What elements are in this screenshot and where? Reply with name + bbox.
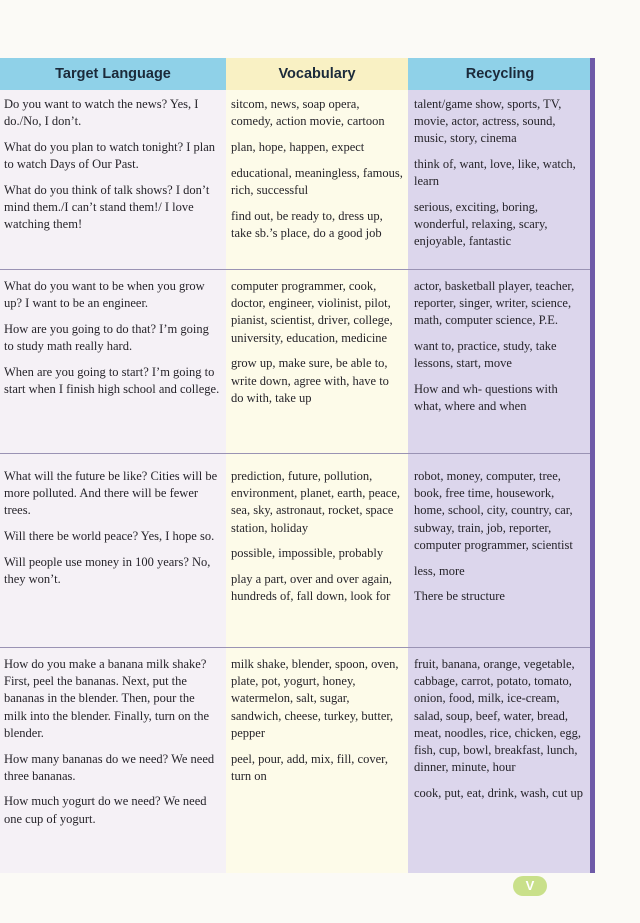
vocab-line: milk shake, blender, spoon, oven, plate, pot, yogurt, honey, watermelon, salt, sugar, sandwich, cheese, turkey, butter, pepper (231, 657, 399, 740)
row-4-vocabulary (231, 656, 403, 793)
vocab-line: peel, pour, add, mix, fill, cover, turn on (231, 751, 388, 783)
header-recycling: Recycling (408, 58, 592, 90)
recycling-line: robot, money, computer, tree, book, free time, housework, home, school, city, country, car, subway, train, job, reporter, computer programmer, scientist (414, 469, 573, 552)
row-2-vocabulary (231, 278, 403, 415)
row-4-recycling (414, 656, 586, 811)
header-vocabulary: Vocabulary (226, 58, 408, 90)
target-line: When are you going to start? I’m going to start when I finish high school and college. (4, 364, 220, 397)
row-4-target-language (4, 656, 220, 836)
recycling-line: want to, practice, study, take lessons, start, move (414, 339, 557, 371)
header-target-language: Target Language (0, 58, 226, 90)
recycling-line: How and wh- questions with what, where and when (414, 382, 558, 414)
vocab-line: grow up, make sure, be able to, write down, agree with, have to do with, take up (231, 356, 389, 405)
row-divider (0, 453, 592, 454)
vocab-line: play a part, over and over again, hundreds of, fall down, look for (231, 572, 393, 604)
target-line: How many bananas do we need? We need three bananas. (4, 751, 215, 783)
row-3-recycling (414, 468, 586, 614)
recycling-line: think of, want, love, like, watch, learn (414, 157, 576, 189)
recycling-line: less, more (414, 563, 465, 578)
vocab-line: plan, hope, happen, expect (231, 139, 365, 154)
row-3-vocabulary (231, 468, 403, 614)
target-line: Will there be world peace? Yes, I hope so. (4, 529, 215, 544)
row-1-target-language (4, 96, 220, 242)
row-1-vocabulary (231, 96, 403, 250)
row-2-recycling (414, 278, 586, 424)
row-2-target-language (4, 278, 220, 407)
recycling-line: fruit, banana, orange, vegetable, cabbage, carrot, potato, tomato, onion, food, milk, ice-cream, salad, soup, beef, water, bread, meat, noodles, rice, chicken, egg, fish, cup, bowl, breakfast, lunch, dinner, minute, hour (414, 657, 581, 775)
target-line: Do you want to watch the news? Yes, I do./No, I don’t. (4, 97, 199, 129)
recycling-line: serious, exciting, boring, wonderful, relaxing, scary, enjoyable, fantastic (414, 200, 548, 249)
recycling-line: actor, basketball player, teacher, reporter, singer, writer, science, math, computer science, P.E. (414, 279, 575, 328)
syllabus-table (0, 58, 592, 873)
vocab-line: find out, be ready to, dress up, take sb.’s place, do a good job (231, 208, 383, 240)
recycling-line: There be structure (414, 589, 505, 604)
target-line: What do you think of talk shows? I don’t mind them./I can’t stand them!/ I love watching them! (4, 182, 210, 232)
recycling-line: cook, put, eat, drink, wash, cut up (414, 785, 584, 800)
vocab-line: prediction, future, pollution, environment, planet, earth, peace, sea, sky, astronaut, rocket, space station, holiday (231, 469, 401, 535)
row-divider (0, 269, 592, 270)
row-3-target-language (4, 468, 220, 597)
vocab-line: computer programmer, cook, doctor, engineer, violinist, pilot, pianist, scientist, driver, college, university, education, medicine (231, 279, 393, 345)
target-line: How are you going to do that? I’m going to study math really hard. (4, 321, 209, 354)
table-right-border (590, 58, 595, 873)
row-divider (0, 647, 592, 648)
vocab-line: educational, meaningless, famous, rich, successful (231, 165, 403, 197)
vocab-line: possible, impossible, probably (231, 546, 384, 561)
target-line: What do you plan to watch tonight? I plan to watch Days of Our Past. (4, 139, 216, 172)
page-number-badge: V (513, 876, 547, 896)
target-line: How much yogurt do we need? We need one cup of yogurt. (4, 794, 207, 826)
target-line: What do you want to be when you grow up? I want to be an engineer. (4, 279, 205, 311)
recycling-line: talent/game show, sports, TV, movie, actor, actress, sound, music, story, cinema (414, 97, 562, 146)
row-1-recycling (414, 96, 586, 259)
vocab-line: sitcom, news, soap opera, comedy, action movie, cartoon (231, 97, 385, 129)
target-line: Will people use money in 100 years? No, they won’t. (4, 554, 211, 587)
target-line: What will the future be like? Cities will be more polluted. And there will be fewer trees. (4, 469, 218, 518)
target-line: How do you make a banana milk shake? First, peel the bananas. Next, put the bananas in the blender. Then, pour the milk into the blender. Finally, turn on the blender. (4, 657, 210, 740)
